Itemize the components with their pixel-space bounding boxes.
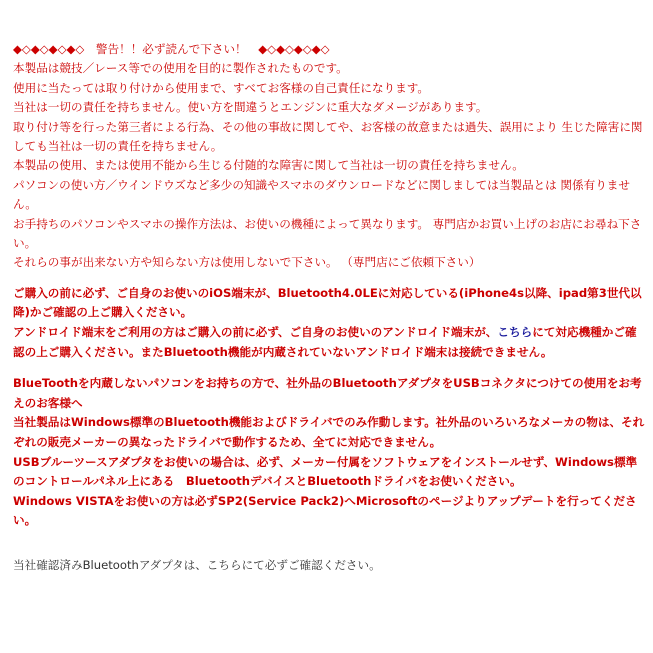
warning-line: 当社は一切の責任を持ちません。使い方を間違うとエンジンに重大なダメージがあります。 bbox=[13, 100, 488, 115]
android-text-after: にて対応機種かご確認の上ご購入ください。またBluetooth機能が内蔵されていないアンドロイド端末は接続できません。 bbox=[13, 325, 637, 359]
pc-note-line: BlueToothを内蔵しないパソコンをお持ちの方で、社外品のBluetoothアダプタをUSBコネクタにつけての使用をお考えのお客様へ bbox=[13, 376, 642, 410]
warning-section bbox=[13, 40, 645, 273]
ios-requirement: ご購入の前に必ず、ご自身のお使いのiOS端末が、Bluetooth4.0LEに対応している(iPhone4s以降、ipad第3世代以降)かご確認の上ご購入ください。 bbox=[13, 285, 642, 320]
footer-section bbox=[13, 556, 645, 575]
warning-line: パソコンの使い方／ウインドウズなど多少の知識やスマホのダウンロードなどに関しましては当製品とは 関係有りません。 bbox=[13, 177, 630, 212]
pc-note-line: USBブルーツースアダプタをお使いの場合は、必ず、メーカー付属をソフトウェアをインストールせず、Windows標準のコントロールパネル上にある BluetoothデバイスとBluetoothドライバをお使いください。 bbox=[13, 454, 638, 489]
warning-line: 本製品は競技／レース等での使用を目的に製作されたものです。 bbox=[13, 61, 348, 76]
pc-note-line: 当社製品はWindows標準のBluetooth機能およびドライバでのみ作動します。社外品のいろいろなメーカの物は、それぞれの販売メーカーの異なったドライバで動作するため、全てに対応できません。 bbox=[13, 415, 645, 450]
requirements-section bbox=[13, 284, 645, 531]
android-requirement bbox=[13, 323, 645, 362]
warning-line: お手持ちのパソコンやスマホの操作方法は、お使いの機種によって異なります。 専門店かお買い上げのお店にお尋ね下さい。 bbox=[13, 216, 642, 251]
pc-note-line: Windows VISTAをお使いの方は必ずSP2(Service Pack2)へMicrosoftのページよりアップデートを行ってください。 bbox=[13, 493, 637, 528]
warning-line: 本製品の使用、または使用不能から生じる付随的な障害に関して当社は一切の責任を持ちません。 bbox=[13, 158, 524, 173]
section-spacer bbox=[13, 362, 645, 374]
warning-line: 使用に当たっては取り付けから使用まで、すべてお客様の自己責任になります。 bbox=[13, 80, 429, 95]
warning-line: それらの事が出来ない方や知らない方は使用しないで下さい。 （専門店にご依頼下さい） bbox=[13, 255, 481, 270]
warning-header: ◆◇◆◇◆◇◆◇ 警告！！必ず読んで下さい！ ◆◇◆◇◆◇◆◇ bbox=[13, 42, 330, 56]
android-text-before: アンドロイド端末をご利用の方はご購入の前に必ず、ご自身のお使いのアンドロイド端末が、 bbox=[13, 325, 498, 340]
adapter-check-note: 当社確認済みBluetoothアダプタは、こちらにて必ずご確認ください。 bbox=[13, 558, 381, 572]
android-compatibility-link[interactable]: こちら bbox=[497, 325, 533, 340]
warning-line: 取り付け等を行った第三者による行為、その他の事故に関してや、お客様の故意または過失、誤用により 生じた障害に関しても当社は一切の責任を持ちません。 bbox=[13, 119, 643, 154]
